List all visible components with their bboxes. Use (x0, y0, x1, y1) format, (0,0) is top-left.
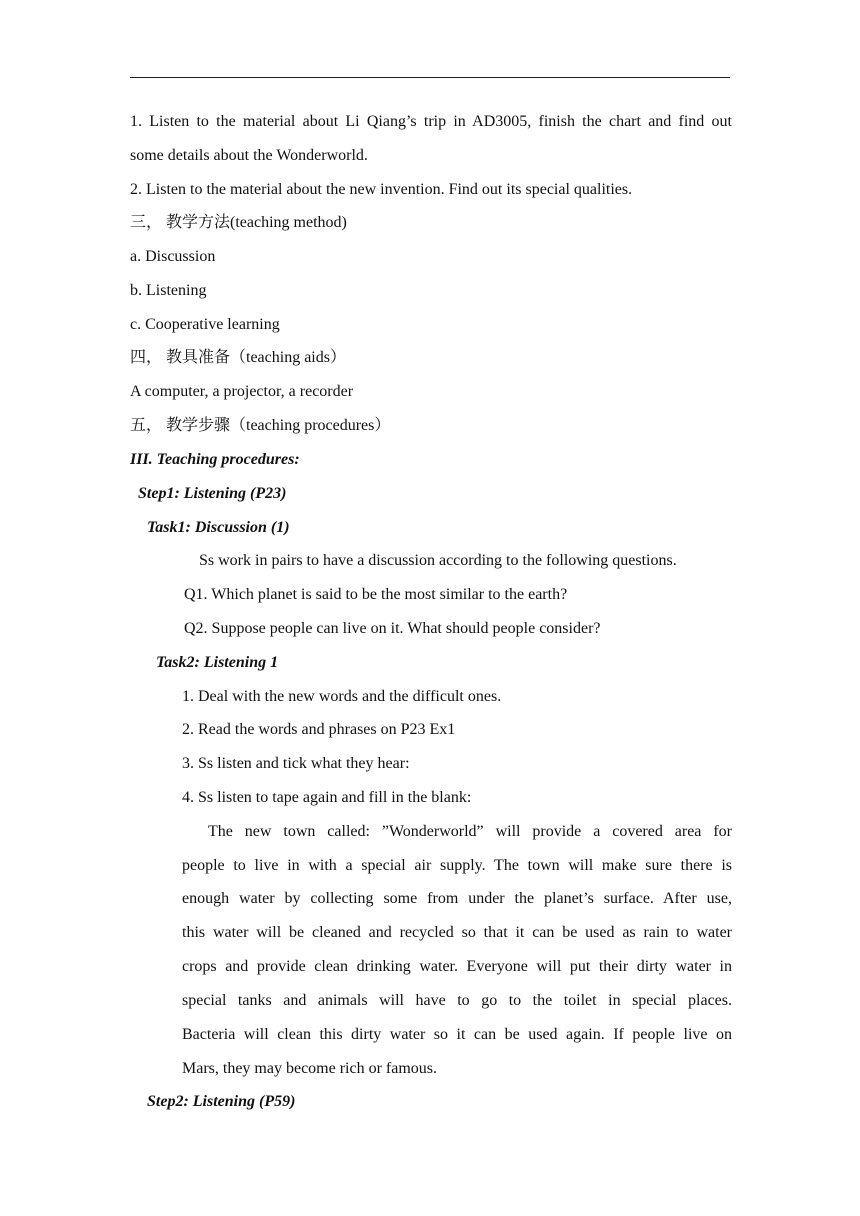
passage-line-8: Mars, they may become rich or famous. (182, 1060, 438, 1077)
passage-line-1: The new town called: ”Wonderworld” will provide a covered area for (208, 823, 732, 840)
step2-title: Step2: Listening (P59) (147, 1093, 296, 1110)
task2-step-3: 3. Ss listen and tick what they hear: (182, 755, 410, 772)
task1-title: Task1: Discussion (1) (147, 519, 290, 536)
task2-step-1: 1. Deal with the new words and the difficult ones. (182, 688, 502, 705)
task1-question-2: Q2. Suppose people can live on it. What should people consider? (184, 620, 601, 637)
task1-intro: Ss work in pairs to have a discussion according to the following questions. (199, 552, 677, 569)
method-item-listening: b. Listening (130, 282, 207, 299)
aids-heading: 四， 教具准备（teaching aids） (130, 349, 346, 366)
task1-question-1: Q1. Which planet is said to be the most similar to the earth? (184, 586, 568, 603)
task2-step-4: 4. Ss listen to tape again and fill in the blank: (182, 789, 472, 806)
passage-line-6: special tanks and animals will have to go to the toilet in special places. (182, 992, 732, 1009)
passage-line-2: people to live in with a special air supply. The town will make sure there is (182, 857, 732, 874)
step1-title: Step1: Listening (P23) (138, 485, 287, 502)
procedures-heading-en: III. Teaching procedures: (130, 451, 300, 468)
method-item-cooperative: c. Cooperative learning (130, 316, 280, 333)
objective-1-line-1: 1. Listen to the material about Li Qiang’s trip in AD3005, finish the chart and find out (130, 113, 732, 130)
objective-1-line-2: some details about the Wonderworld. (130, 147, 368, 164)
task2-step-2: 2. Read the words and phrases on P23 Ex1 (182, 721, 456, 738)
method-heading: 三， 教学方法(teaching method) (130, 214, 347, 231)
passage-line-4: this water will be cleaned and recycled so that it can be used as rain to water (182, 924, 732, 941)
passage-line-5: crops and provide clean drinking water. Everyone will put their dirty water in (182, 958, 732, 975)
aids-text: A computer, a projector, a recorder (130, 383, 354, 400)
header-rule (130, 77, 730, 78)
passage-line-3: enough water by collecting some from under the planet’s surface. After use, (182, 890, 732, 907)
method-item-discussion: a. Discussion (130, 248, 216, 265)
procedures-heading-cn: 五， 教学步骤（teaching procedures） (130, 417, 391, 434)
task2-title: Task2: Listening 1 (156, 654, 279, 671)
passage-line-7: Bacteria will clean this dirty water so it can be used again. If people live on (182, 1026, 732, 1043)
objective-2: 2. Listen to the material about the new invention. Find out its special qualities. (130, 181, 633, 198)
